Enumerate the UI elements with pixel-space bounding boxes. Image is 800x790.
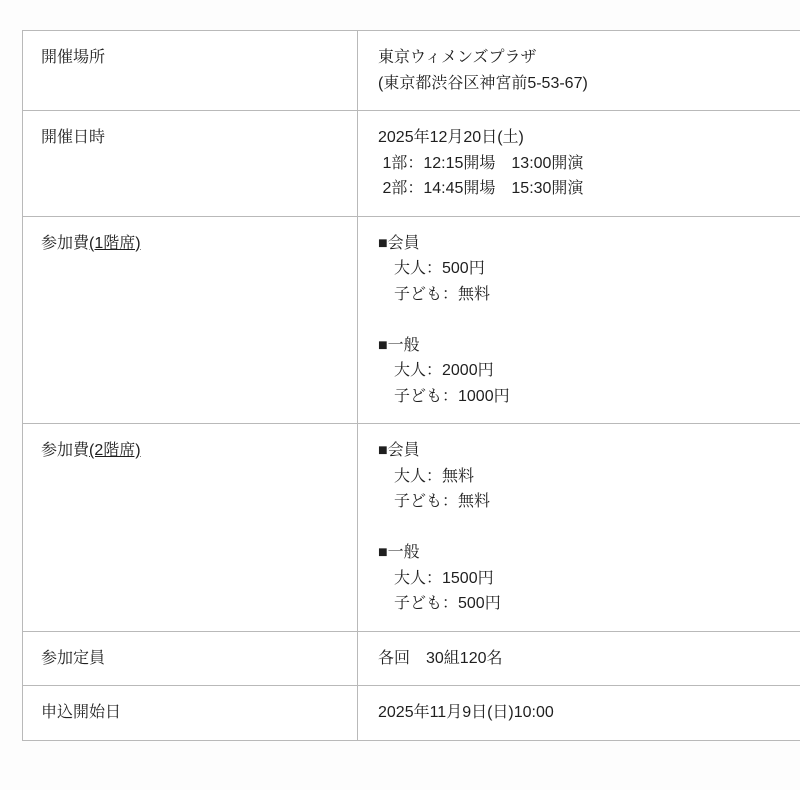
value-line (378, 307, 800, 333)
value-line: 2025年11月9日(日)10:00 (378, 700, 800, 726)
row-label-text: 申込開始日 (41, 704, 121, 721)
value-line: ■会員 (378, 438, 800, 464)
value-line: 大人：無料 (378, 464, 800, 490)
row-value-datetime (358, 111, 800, 217)
row-value-fee-1f (358, 216, 800, 424)
row-label-capacity (23, 631, 358, 686)
value-line (378, 515, 800, 541)
row-label-datetime (23, 111, 358, 217)
row-value-venue (358, 31, 800, 111)
value-line: 1部：12:15開場 13:00開演 (378, 151, 800, 177)
value-line: 子ども：1000円 (378, 384, 800, 410)
row-label-text: 参加費 (41, 235, 89, 252)
value-line: 大人：2000円 (378, 358, 800, 384)
event-info-table (22, 30, 800, 741)
table-row-capacity (23, 631, 800, 686)
row-value-capacity (358, 631, 800, 686)
row-label-fee-1f (23, 216, 358, 424)
value-line: ■一般 (378, 333, 800, 359)
row-label-text: 参加定員 (41, 650, 105, 667)
row-label-venue (23, 31, 358, 111)
value-line: 大人：500円 (378, 256, 800, 282)
row-label-fee-2f (23, 424, 358, 632)
row-label-underlined-suffix: (1階席) (89, 235, 141, 252)
row-value-application-start (358, 686, 800, 741)
row-label-text: 開催日時 (41, 129, 105, 146)
value-line: (東京都渋谷区神宮前5-53-67) (378, 71, 800, 97)
value-line: 2025年12月20日(土) (378, 125, 800, 151)
table-row-fee-2f (23, 424, 800, 632)
value-line: 大人：1500円 (378, 566, 800, 592)
value-line: 各回 30組120名 (378, 646, 800, 672)
row-label-text: 開催場所 (41, 49, 105, 66)
row-label-application-start (23, 686, 358, 741)
row-label-underlined-suffix: (2階席) (89, 442, 141, 459)
table-row-fee-1f (23, 216, 800, 424)
table-row-venue (23, 31, 800, 111)
table-row-datetime (23, 111, 800, 217)
table-row-application-start (23, 686, 800, 741)
value-line: 子ども：500円 (378, 591, 800, 617)
value-line: 東京ウィメンズプラザ (378, 45, 800, 71)
value-line: 2部：14:45開場 15:30開演 (378, 176, 800, 202)
row-label-text: 参加費 (41, 442, 89, 459)
value-line: 子ども：無料 (378, 489, 800, 515)
value-line: ■一般 (378, 540, 800, 566)
value-line: ■会員 (378, 231, 800, 257)
value-line: 子ども：無料 (378, 282, 800, 308)
row-value-fee-2f (358, 424, 800, 632)
